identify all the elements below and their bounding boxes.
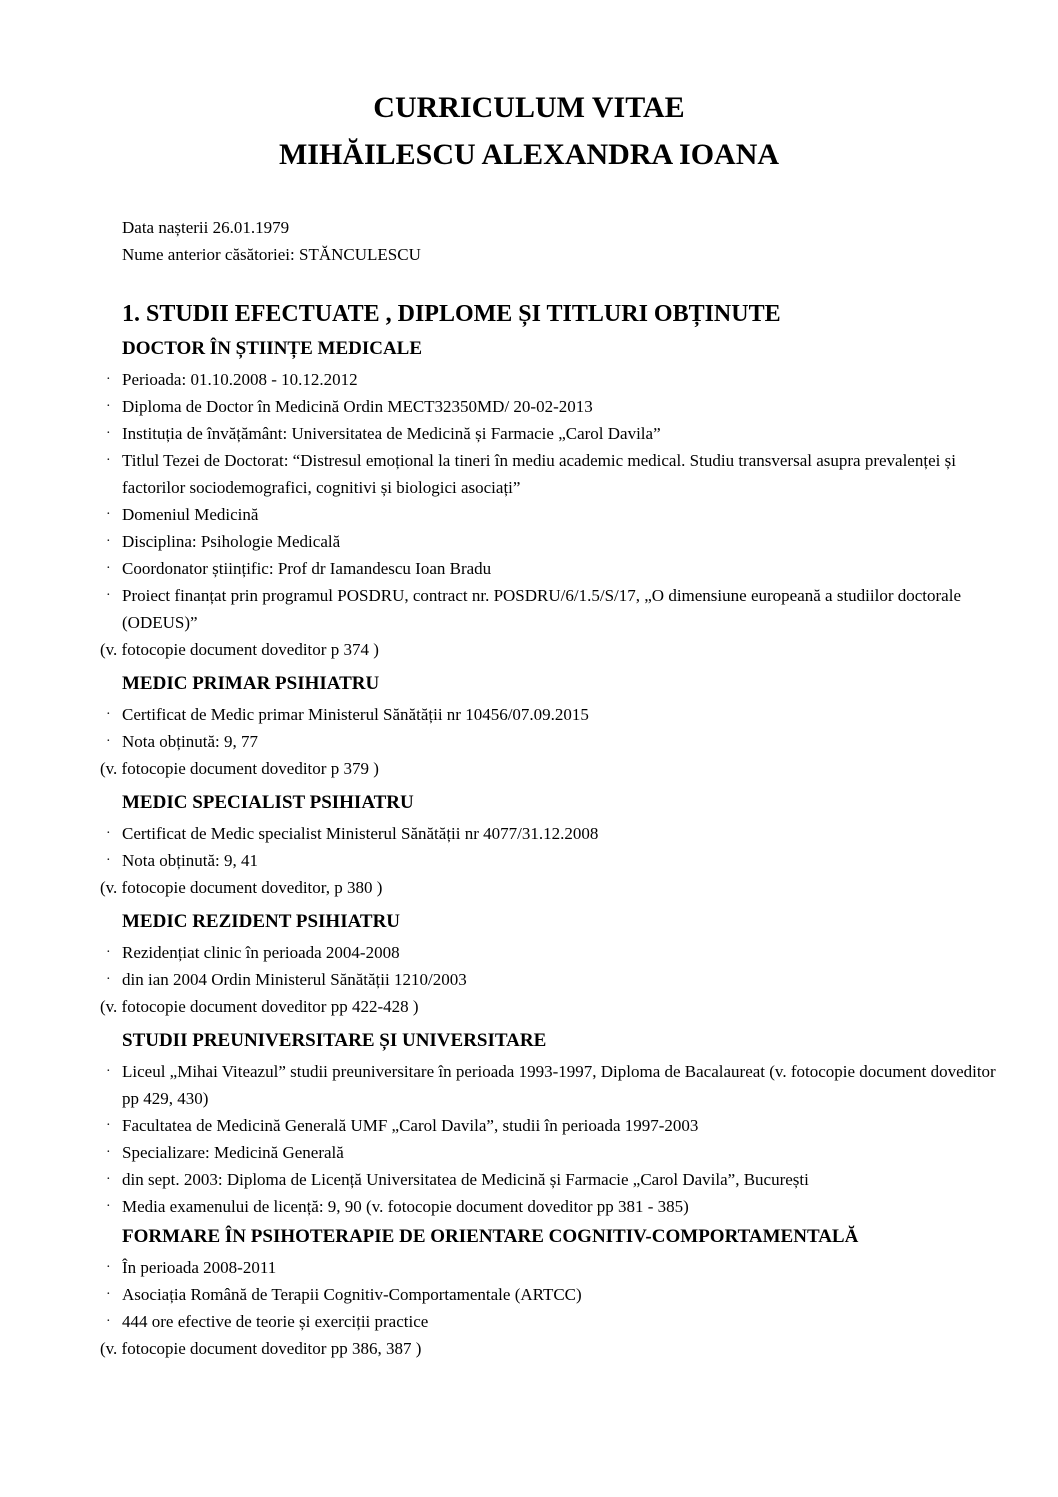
list-item-text: Domeniul Medicină bbox=[122, 505, 259, 524]
list-item bbox=[100, 555, 1000, 582]
subsection-heading: DOCTOR ÎN ȘTIINȚE MEDICALE bbox=[122, 338, 423, 359]
list-item bbox=[100, 820, 1000, 847]
bullet-icon: · bbox=[106, 1314, 111, 1329]
subsection-heading: STUDII PREUNIVERSITARE ȘI UNIVERSITARE bbox=[122, 1030, 547, 1051]
list-item-text: Diploma de Doctor în Medicină Ordin MECT32350MD/ 20-02-2013 bbox=[122, 397, 593, 416]
list-item-text: Nota obținută: 9, 41 bbox=[122, 851, 258, 870]
list-item bbox=[100, 701, 1000, 728]
bullet-icon: · bbox=[106, 588, 111, 603]
subsection-heading: MEDIC REZIDENT PSIHIATRU bbox=[122, 911, 401, 932]
bullet-icon: · bbox=[106, 372, 111, 387]
list-item bbox=[100, 582, 1000, 636]
bullet-icon: · bbox=[106, 1199, 111, 1214]
evidence-note: (v. fotocopie document doveditor p 379 ) bbox=[100, 759, 379, 778]
bullet-icon: · bbox=[106, 1172, 111, 1187]
list-item bbox=[100, 728, 1000, 755]
list-item-text: Facultatea de Medicină Generală UMF „Carol Davila”, studii în perioada 1997-2003 bbox=[122, 1116, 699, 1135]
list-item bbox=[100, 1139, 1000, 1166]
maiden-name: Nume anterior căsătoriei: STĂNCULESCU bbox=[122, 245, 421, 264]
list-item bbox=[100, 447, 1000, 501]
list-item bbox=[100, 420, 1000, 447]
list-item-text: Certificat de Medic primar Ministerul Sănătății nr 10456/07.09.2015 bbox=[122, 705, 589, 724]
list-item bbox=[100, 1112, 1000, 1139]
list-item bbox=[100, 528, 1000, 555]
person-name: MIHĂILESCU ALEXANDRA IOANA bbox=[278, 138, 780, 171]
list-item bbox=[100, 1166, 1000, 1193]
list-item-text: Nota obținută: 9, 77 bbox=[122, 732, 258, 751]
list-item-text: din ian 2004 Ordin Ministerul Sănătății 1210/2003 bbox=[122, 970, 467, 989]
list-item bbox=[100, 501, 1000, 528]
evidence-note: (v. fotocopie document doveditor pp 422-428 ) bbox=[100, 997, 419, 1016]
bullet-icon: · bbox=[106, 853, 111, 868]
list-item-text: Rezidențiat clinic în perioada 2004-2008 bbox=[122, 943, 400, 962]
bullet-icon: · bbox=[106, 507, 111, 522]
list-item-text: Disciplina: Psihologie Medicală bbox=[122, 532, 341, 551]
subsection-heading: MEDIC SPECIALIST PSIHIATRU bbox=[122, 792, 414, 813]
list-item bbox=[100, 1281, 1000, 1308]
list-item-text: Instituția de învățământ: Universitatea de Medicină și Farmacie „Carol Davila” bbox=[122, 424, 661, 443]
bullet-icon: · bbox=[106, 1260, 111, 1275]
personal-info bbox=[122, 214, 421, 268]
list-item-text: În perioada 2008-2011 bbox=[122, 1258, 277, 1277]
bullet-icon: · bbox=[106, 1118, 111, 1133]
list-item bbox=[100, 966, 1000, 993]
bullet-icon: · bbox=[106, 972, 111, 987]
list-item bbox=[100, 1058, 1000, 1112]
section-heading: 1. STUDII EFECTUATE , DIPLOME ȘI TITLURI OBȚINUTE bbox=[122, 301, 781, 327]
bullet-icon: · bbox=[106, 945, 111, 960]
bullet-icon: · bbox=[106, 399, 111, 414]
list-item bbox=[100, 939, 1000, 966]
bullet-icon: · bbox=[106, 453, 111, 468]
subsection-heading: MEDIC PRIMAR PSIHIATRU bbox=[122, 673, 380, 694]
birth-date: Data nașterii 26.01.1979 bbox=[122, 218, 290, 237]
bullet-icon: · bbox=[106, 1064, 111, 1079]
list-item-text: Certificat de Medic specialist Ministerul Sănătății nr 4077/31.12.2008 bbox=[122, 824, 599, 843]
list-item bbox=[100, 847, 1000, 874]
evidence-note: (v. fotocopie document doveditor pp 386, 387 ) bbox=[100, 1339, 422, 1358]
list-item-text: Coordonator științific: Prof dr Iamandescu Ioan Bradu bbox=[122, 559, 492, 578]
list-item-text: Asociația Română de Terapii Cognitiv-Comportamentale (ARTCC) bbox=[122, 1285, 582, 1304]
bullet-icon: · bbox=[106, 1145, 111, 1160]
list-item bbox=[100, 1254, 1000, 1281]
list-item bbox=[100, 366, 1000, 393]
list-item-text: Perioada: 01.10.2008 - 10.12.2012 bbox=[122, 370, 358, 389]
list-item bbox=[100, 1193, 1000, 1220]
bullet-icon: · bbox=[106, 826, 111, 841]
bullet-icon: · bbox=[106, 707, 111, 722]
bullet-icon: · bbox=[106, 1287, 111, 1302]
list-item bbox=[100, 1308, 1000, 1335]
bullet-icon: · bbox=[106, 534, 111, 549]
list-item-text: 444 ore efective de teorie și exerciții practice bbox=[122, 1312, 429, 1331]
list-item-text: Media examenului de licență: 9, 90 (v. fotocopie document doveditor pp 381 - 385) bbox=[122, 1197, 689, 1216]
evidence-note: (v. fotocopie document doveditor p 374 ) bbox=[100, 640, 379, 659]
bullet-icon: · bbox=[106, 561, 111, 576]
bullet-icon: · bbox=[106, 734, 111, 749]
list-item-text: din sept. 2003: Diploma de Licență Universitatea de Medicină și Farmacie „Carol Davila”, București bbox=[122, 1170, 809, 1189]
bullet-icon: · bbox=[106, 426, 111, 441]
cv-content bbox=[100, 296, 1000, 1366]
subsection-heading: FORMARE ÎN PSIHOTERAPIE DE ORIENTARE COGNITIV-COMPORTAMENTALĂ bbox=[122, 1226, 859, 1247]
list-item-text: Proiect finanțat prin programul POSDRU, contract nr. POSDRU/6/1.5/S/17, „O dimensiune europeană a studiilor doctorale (ODEUS)” bbox=[122, 586, 961, 632]
list-item-text: Titlul Tezei de Doctorat: “Distresul emoțional la tineri în mediu academic medical. Studiu transversal asupra prevalenței și factorilor sociodemografici, cognitivi și biologici asociați” bbox=[122, 451, 956, 497]
document-title: CURRICULUM VITAE bbox=[373, 91, 685, 124]
list-item-text: Liceul „Mihai Viteazul” studii preuniversitare în perioada 1993-1997, Diploma de Bacalaureat (v. fotocopie document doveditor pp 429, 430) bbox=[122, 1062, 996, 1108]
list-item-text: Specializare: Medicină Generală bbox=[122, 1143, 344, 1162]
evidence-note: (v. fotocopie document doveditor, p 380 ) bbox=[100, 878, 383, 897]
list-item bbox=[100, 393, 1000, 420]
